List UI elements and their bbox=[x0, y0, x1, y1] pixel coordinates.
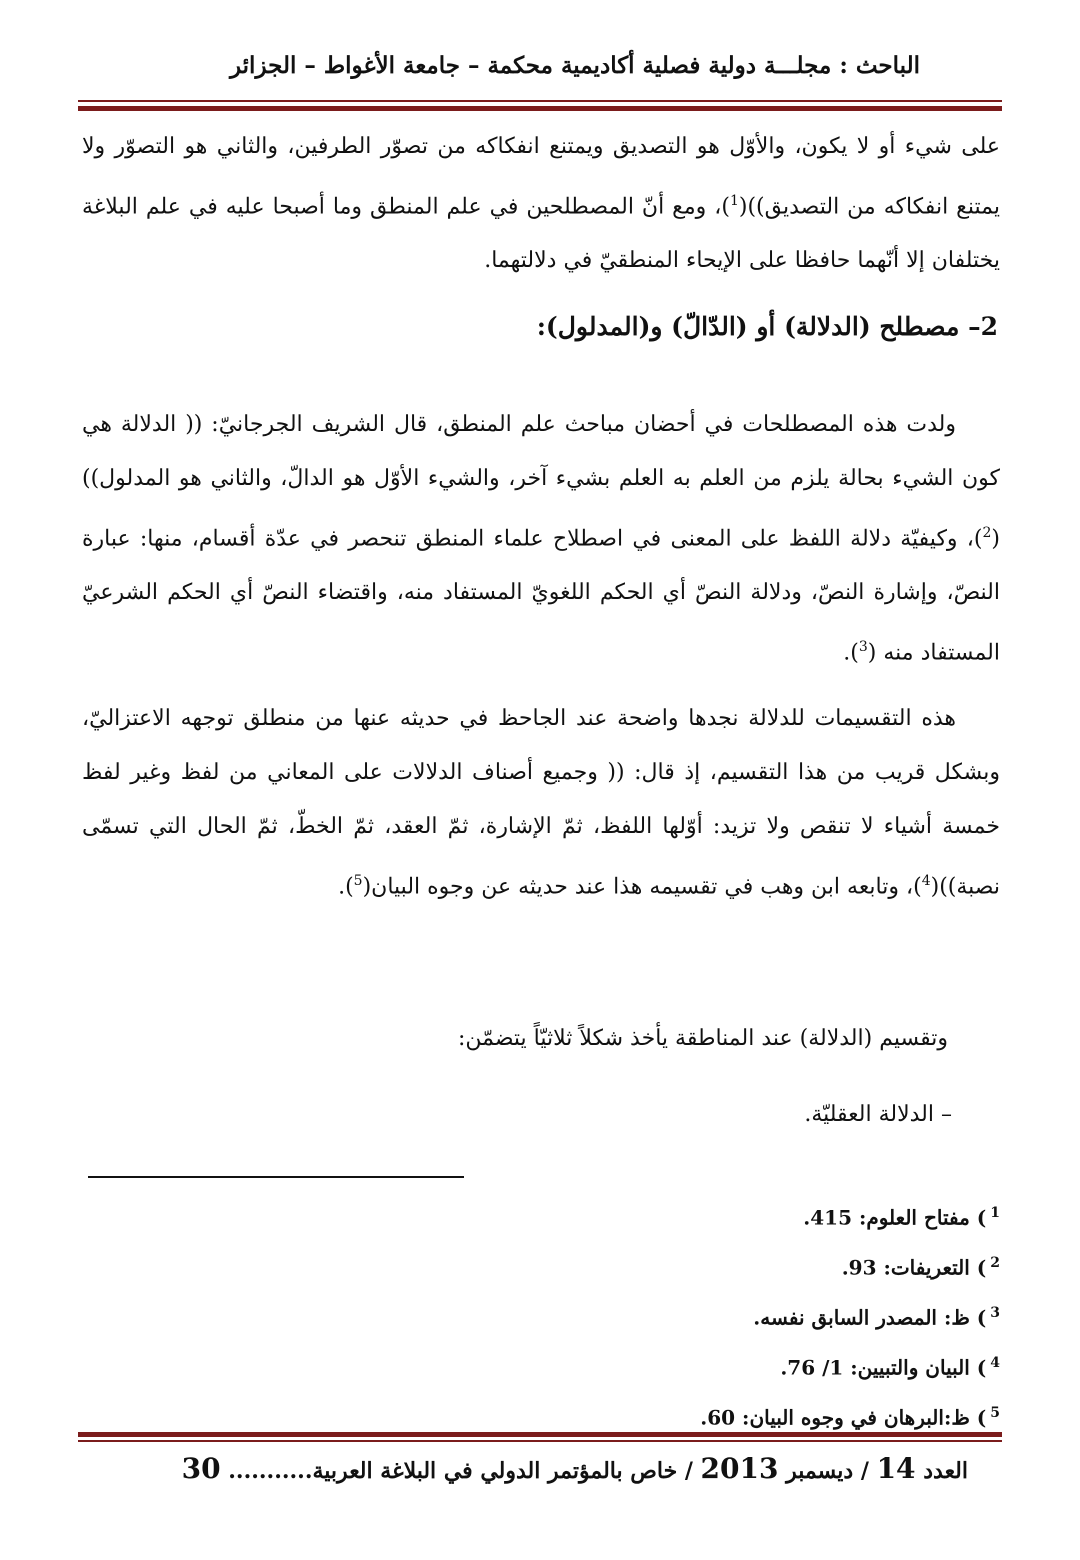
paragraph-3 bbox=[82, 692, 1000, 914]
footnote-5 bbox=[100, 1388, 1000, 1438]
footer-year: 2013 bbox=[700, 1452, 779, 1485]
footnote-text: ) ظ:البرهان في وجوه البيان: 60. bbox=[700, 1405, 987, 1430]
footnote-separator bbox=[88, 1176, 464, 1178]
footnote-ref-1: 1 bbox=[729, 193, 739, 209]
journal-header-title: الباحث : مجلـــة دولية فصلية أكاديمية محكمة – جامعة الأغواط – الجزائر bbox=[229, 52, 920, 79]
footer-rule-thick bbox=[78, 1432, 1002, 1437]
paragraph-1-text-b: )، ومع أنّ المصطلحين في علم المنطق وما أصبحا عليه في علم البلاغة يختلفان إلا أنّهما حافظا على الإيحاء المنطقيّ في دلالتهما. bbox=[82, 194, 1000, 274]
paragraph-2-text-b: )، وكيفيّة دلالة اللفظ على المعنى في اصطلاح علماء المنطق تنحصر في عدّة أقسام، منها: عبارة النصّ، وإشارة النصّ، ودلالة النصّ أي الحكم اللغويّ المستفاد منه، واقتضاء النصّ أي الحكم الشرعيّ المستفاد منه ( bbox=[82, 526, 1000, 666]
footnote-1 bbox=[100, 1188, 1000, 1238]
footer-rule-thin bbox=[78, 1440, 1002, 1442]
footnote-number: 1 bbox=[990, 1205, 1000, 1221]
paragraph-3-text-b: )، وتابعه ابن وهب في تقسيمه هذا عند حديثه عن وجوه البيان( bbox=[362, 874, 922, 900]
header-rule-thick bbox=[78, 106, 1002, 111]
footer-date: / ديسمبر bbox=[786, 1458, 869, 1484]
footnote-number: 3 bbox=[990, 1305, 1000, 1321]
footnote-4 bbox=[100, 1338, 1000, 1388]
page-number: 30 bbox=[181, 1452, 221, 1485]
footnote-text: ) البيان والتبيين: 1/ 76. bbox=[780, 1355, 987, 1380]
paragraph-3-text-c: ). bbox=[338, 874, 354, 900]
footnote-number: 4 bbox=[990, 1355, 1000, 1371]
footnote-text: ) التعريفات: 93. bbox=[841, 1255, 987, 1280]
paragraph-2 bbox=[82, 398, 1000, 681]
footnote-ref-2: 2 bbox=[982, 525, 992, 541]
paragraph-2-text-c: ). bbox=[843, 640, 859, 666]
footnote-2 bbox=[100, 1238, 1000, 1288]
footnote-text: ) مفتاح العلوم: 415. bbox=[803, 1205, 987, 1230]
footnote-ref-4: 4 bbox=[921, 873, 931, 889]
footnote-ref-3: 3 bbox=[858, 639, 868, 656]
footnote-3 bbox=[100, 1288, 1000, 1338]
footer-issue-number: 14 bbox=[876, 1452, 916, 1485]
paragraph-1 bbox=[82, 120, 1000, 288]
footnotes-list bbox=[100, 1188, 1000, 1438]
header-rule-thin bbox=[78, 100, 1002, 102]
list-item-rational-signification: – الدلالة العقليّة. bbox=[804, 1102, 952, 1127]
footnote-text: ) ظ: المصدر السابق نفسه. bbox=[753, 1305, 987, 1330]
paragraph-1-text-a: على شيء أو لا يكون، والأوّل هو التصديق ويمتنع انفكاكه من تصوّر الطرفين، والثاني هو التصوّر ولا يمتنع انفكاكه من التصديق))( bbox=[82, 134, 1000, 220]
paragraph-2-text-a: ولدت هذه المصطلحات في أحضان مباحث علم المنطق، قال الشريف الجرجانيّ: (( الدلالة هي كون الشيء بحالة يلزم من العلم به العلم بشيء آخر، والشيء الأوّل هو الدالّ، والثاني هو المدلول))( bbox=[82, 412, 1000, 552]
paragraph-4: وتقسيم (الدلالة) عند المناطقة يأخذ شكلاً ثلاثيّاً يتضمّن: bbox=[457, 1026, 948, 1051]
footnote-number: 5 bbox=[990, 1405, 1000, 1421]
section-heading: 2– مصطلح (الدلالة) أو (الدّالّ) و(المدلول): bbox=[536, 312, 998, 341]
footer-issue-label: العدد bbox=[923, 1458, 968, 1484]
page-footer bbox=[112, 1452, 968, 1485]
footnote-ref-5: 5 bbox=[353, 873, 363, 889]
paragraph-3-text-a: هذه التقسيمات للدلالة نجدها واضحة عند الجاحظ في حديثه عنها من منطلق توجهه الاعتزاليّ، وبشكل قريب من هذا التقسيم، إذ قال: (( وجميع أصناف الدلالات على المعاني من لفظ وغير لفظ خمسة أشياء لا تنقص ولا تزيد: أوّلها اللفظ، ثمّ الإشارة، ثمّ العقد، ثمّ الخطّ، ثمّ الحال التي تسمّى نصبة))( bbox=[82, 706, 1000, 900]
footer-special-issue: / خاص بالمؤتمر الدولي في البلاغة العربية........... bbox=[228, 1458, 693, 1484]
footnote-number: 2 bbox=[990, 1255, 1000, 1271]
